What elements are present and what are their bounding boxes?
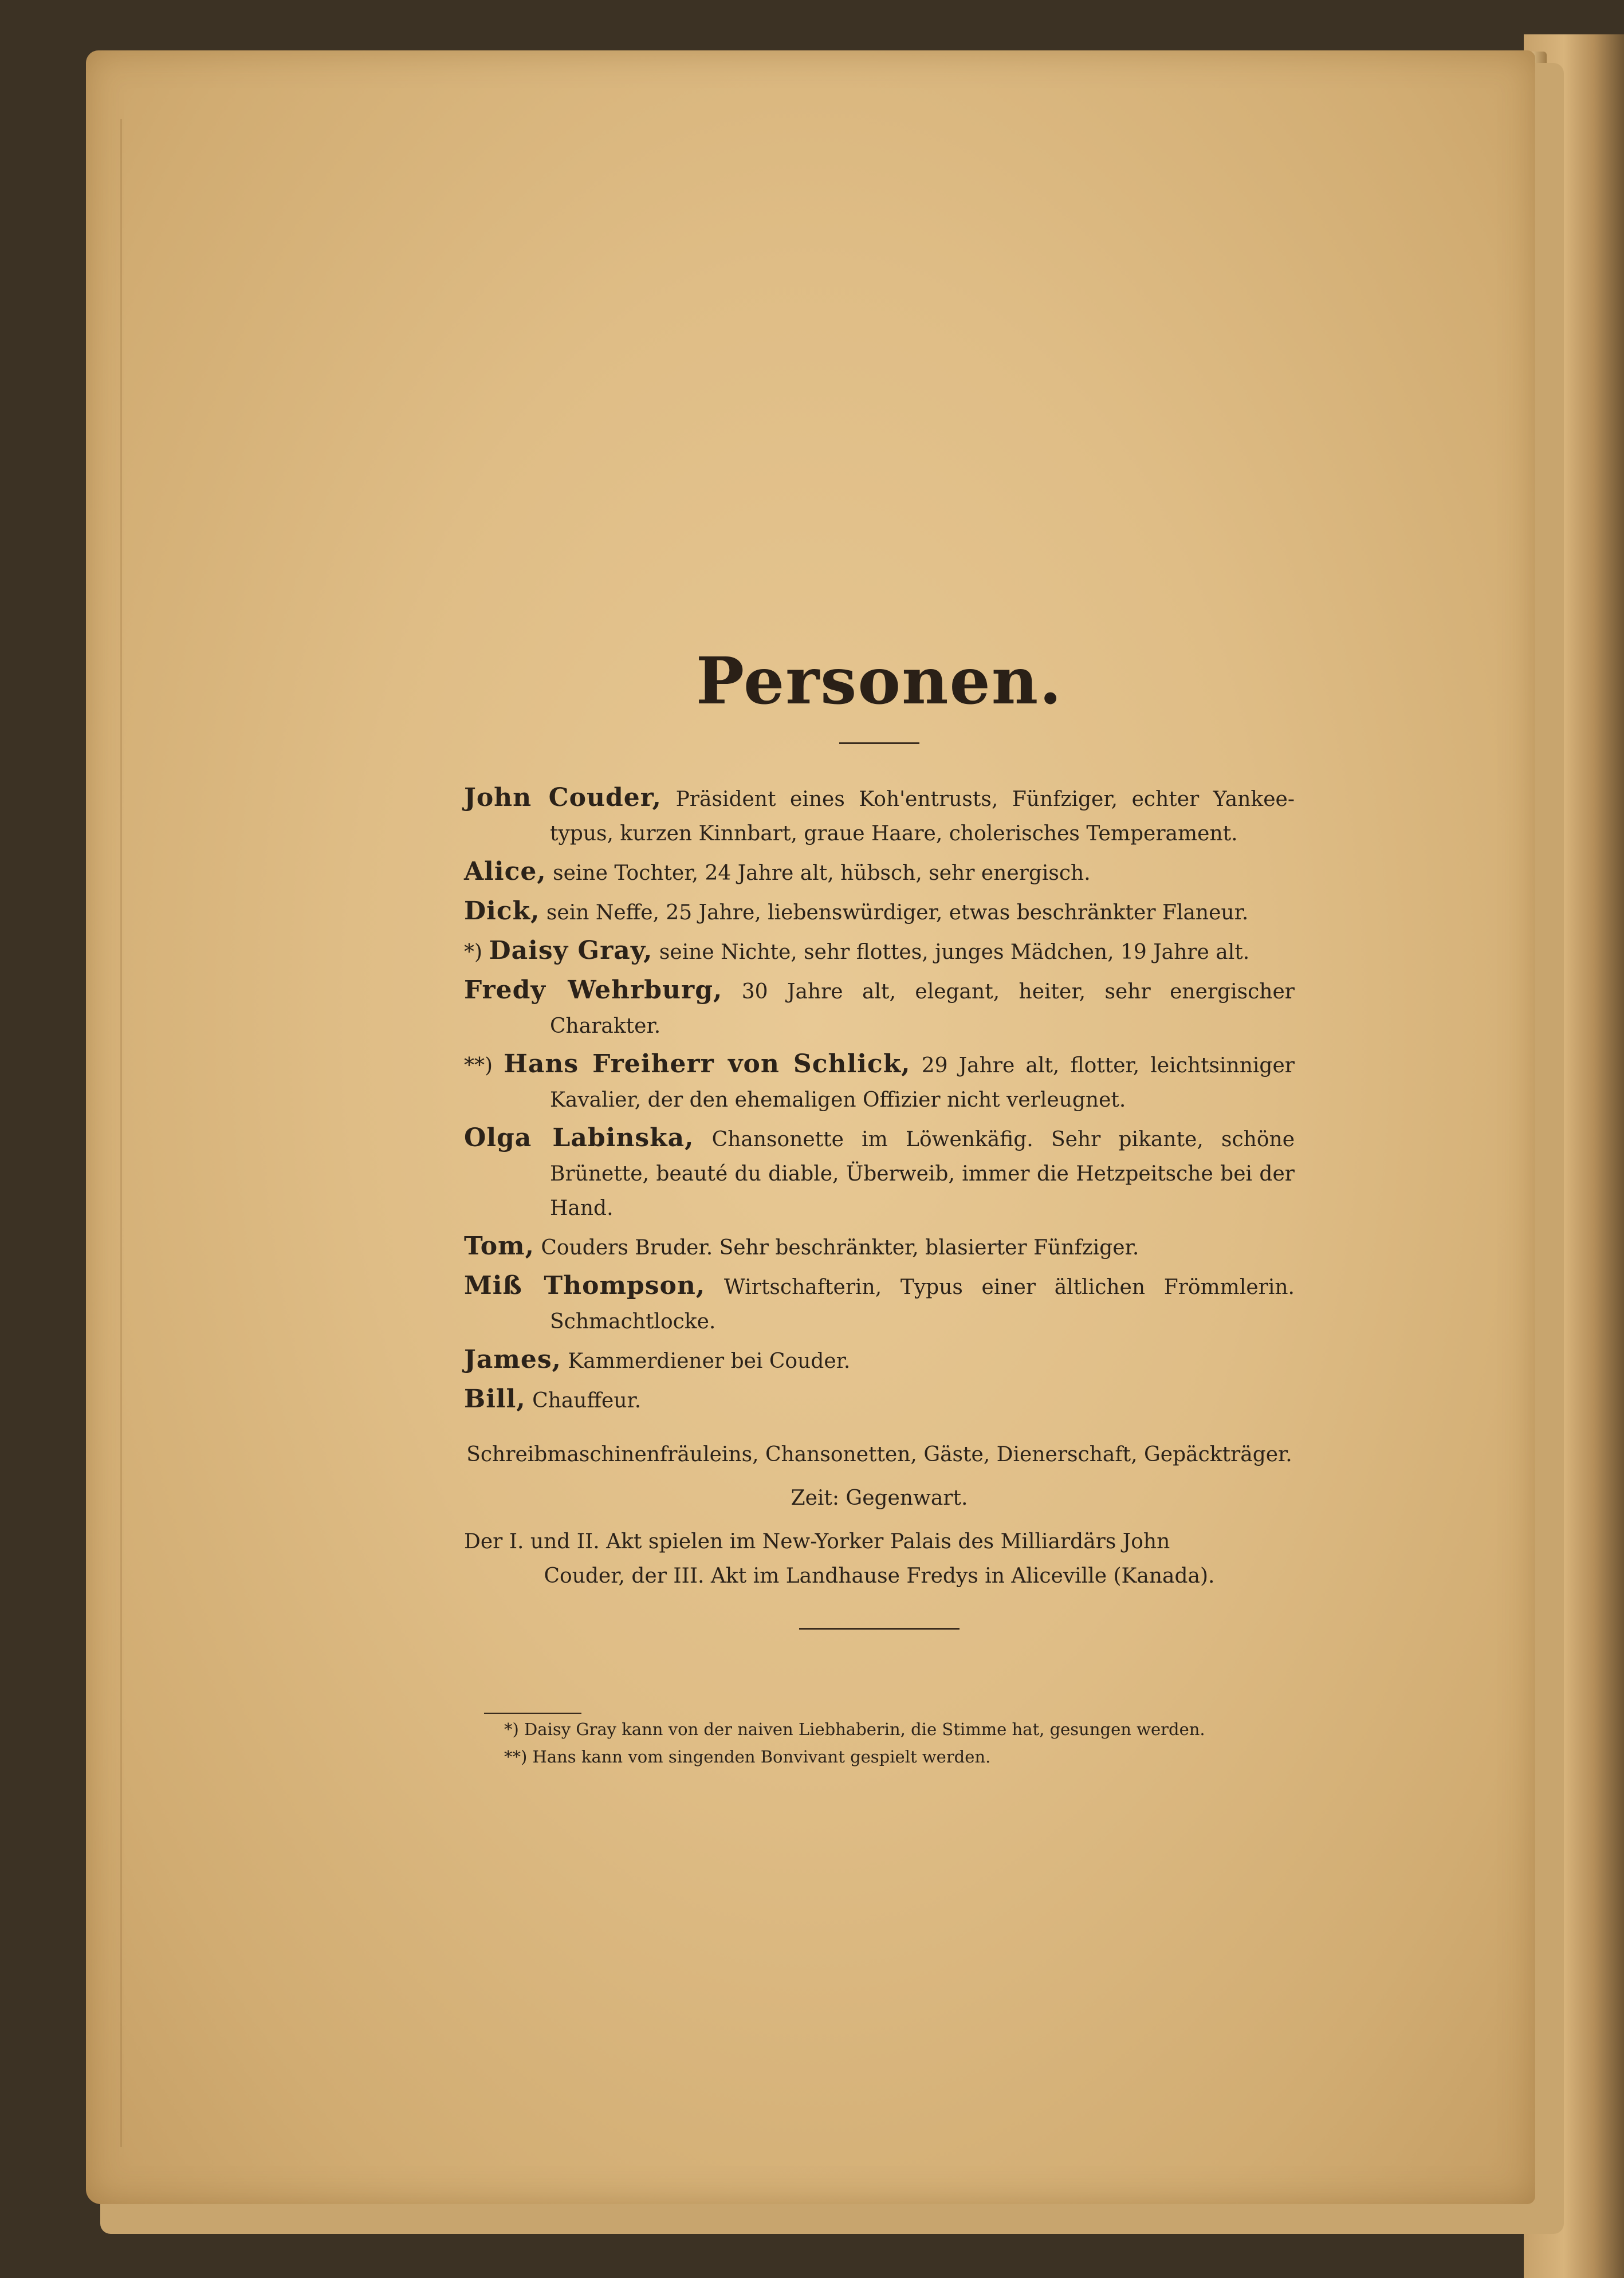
character-description: seine Nichte, sehr flottes, junges Mädchen, 19 Jahre alt. xyxy=(652,941,1250,964)
footnote-marker: *) xyxy=(464,941,489,964)
character-description: Wirtschafterin, Typus einer ältlichen Frömmlerin. Schmachtlocke. xyxy=(550,1276,1295,1333)
character-name: Miß Thompson, xyxy=(464,1271,706,1300)
character-description: 29 Jahre alt, flotter, leichtsinniger Kavalier, der den ehemaligen Offizier nicht verleugnet. xyxy=(550,1054,1295,1112)
character-description: Präsident eines Koh'entrusts, Fünfziger, echter Yankee-typus, kurzen Kinnbart, graue Haare, cholerisches Temperament. xyxy=(550,788,1295,845)
character-entry xyxy=(464,1229,1295,1265)
character-name: John Couder, xyxy=(464,783,662,812)
time-line: Zeit: Gegenwart. xyxy=(791,1486,968,1510)
footnote-marker: **) xyxy=(464,1054,504,1077)
character-description: Kammerdiener bei Couder. xyxy=(561,1350,851,1373)
character-name: Fredy Wehrburg, xyxy=(464,975,723,1005)
character-entry xyxy=(464,894,1295,930)
title-divider xyxy=(839,742,919,744)
character-entry xyxy=(464,934,1295,970)
footnotes xyxy=(504,1716,1306,1771)
character-entry xyxy=(464,1382,1295,1418)
footnote-rule xyxy=(484,1713,581,1714)
page-content xyxy=(464,642,1295,1630)
character-entry xyxy=(464,973,1295,1044)
footnote-2: **) Hans kann vom singenden Bonvivant gespielt werden. xyxy=(504,1747,991,1766)
character-entry xyxy=(464,781,1295,851)
character-name: Olga Labinska, xyxy=(464,1123,694,1152)
footnote-1: *) Daisy Gray kann von der naiven Liebhaberin, die Stimme hat, gesungen werden. xyxy=(504,1720,1205,1739)
section-divider xyxy=(799,1628,960,1630)
setting-line-2: Couder, der III. Akt im Landhause Fredys in Aliceville (Kanada). xyxy=(544,1564,1215,1588)
character-entry xyxy=(464,1121,1295,1226)
setting-line-1: Der I. und II. Akt spielen im New-Yorker Palais des Milliardärs John xyxy=(464,1530,1170,1553)
character-entry xyxy=(464,1047,1295,1118)
character-name: Hans Freiherr von Schlick, xyxy=(504,1049,911,1079)
character-entry xyxy=(464,1343,1295,1379)
character-description: 30 Jahre alt, elegant, heiter, sehr energischer Charakter. xyxy=(550,980,1295,1038)
character-name: Bill, xyxy=(464,1384,526,1414)
character-description: Couders Bruder. Sehr beschränkter, blasierter Fünfziger. xyxy=(534,1236,1139,1260)
character-description: Chauffeur. xyxy=(525,1389,642,1413)
character-name: Tom, xyxy=(464,1232,534,1261)
page-title: Personen. xyxy=(695,644,1063,719)
setting-note xyxy=(464,1525,1295,1594)
character-entry xyxy=(464,855,1295,891)
character-name: Alice, xyxy=(464,857,546,886)
character-name: James, xyxy=(464,1345,561,1374)
character-name: Dick, xyxy=(464,896,540,926)
character-description: Chansonette im Löwenkäfig. Sehr pikante, schöne Brünette, beauté du diable, Überweib, immer die Hetzpeitsche bei der Hand. xyxy=(550,1128,1295,1220)
character-list xyxy=(464,781,1295,1418)
character-entry xyxy=(464,1269,1295,1339)
character-description: seine Tochter, 24 Jahre alt, hübsch, sehr energisch. xyxy=(546,861,1091,885)
character-name: Daisy Gray, xyxy=(489,936,653,965)
character-description: sein Neffe, 25 Jahre, liebenswürdiger, etwas beschränkter Flaneur. xyxy=(540,901,1249,924)
extras-list: Schreibmaschinenfräuleins, Chansonetten, Gäste, Dienerschaft, Gepäckträger. xyxy=(466,1443,1292,1466)
